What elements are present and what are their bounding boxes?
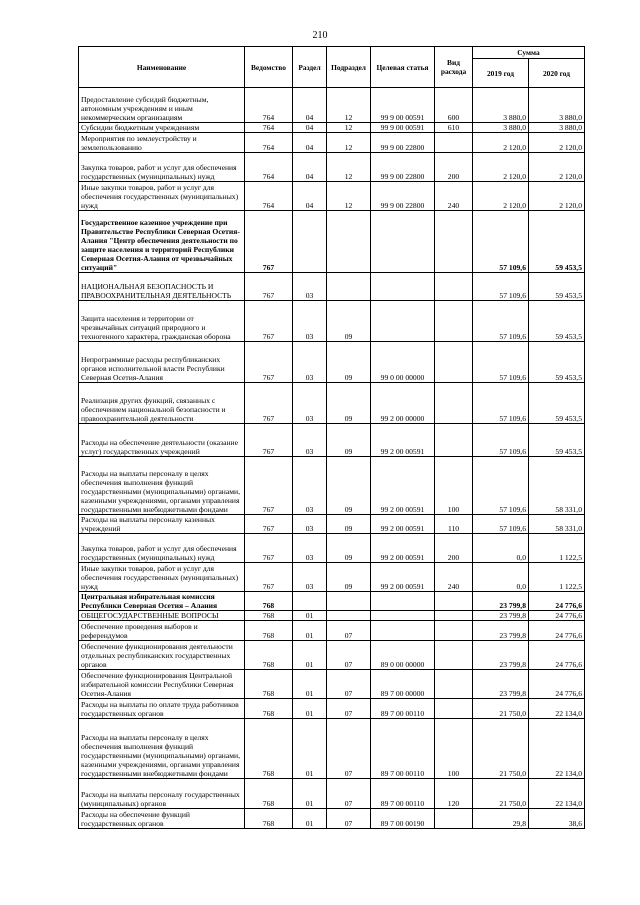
cell-section — [293, 211, 327, 273]
cell-2020: 2 120,0 — [529, 182, 585, 211]
cell-name: Мероприятия по землеустройству и землепользованию — [79, 133, 245, 153]
cell-name: Центральная избирательная комиссия Республики Северная Осетия – Алания — [79, 592, 245, 611]
cell-ministry: 768 — [245, 621, 293, 641]
cell-section: 01 — [293, 670, 327, 699]
cell-2019: 57 109,6 — [473, 273, 529, 301]
cell-subsection — [327, 273, 371, 301]
cell-ministry: 764 — [245, 182, 293, 211]
cell-exp-type: 100 — [435, 719, 473, 779]
cell-2019: 3 880,0 — [473, 88, 529, 123]
header-2020: 2020 год — [529, 59, 585, 88]
cell-exp-type — [435, 611, 473, 621]
cell-subsection: 09 — [327, 457, 371, 515]
table-row — [79, 383, 585, 424]
cell-ministry: 767 — [245, 534, 293, 563]
cell-2019: 57 109,6 — [473, 301, 529, 342]
cell-section: 03 — [293, 457, 327, 515]
cell-target: 99 2 00 00591 — [371, 534, 435, 563]
cell-2019: 23 799,8 — [473, 592, 529, 611]
table-row — [79, 699, 585, 719]
cell-2019: 0,0 — [473, 534, 529, 563]
cell-name: Расходы на выплаты персоналу казенных учреждений — [79, 515, 245, 534]
cell-ministry: 767 — [245, 424, 293, 457]
cell-ministry: 768 — [245, 670, 293, 699]
header-ministry: Ведомство — [245, 47, 293, 88]
cell-subsection: 07 — [327, 809, 371, 829]
cell-2020: 22 134,0 — [529, 719, 585, 779]
cell-2020: 24 776,6 — [529, 592, 585, 611]
header-exp-type: Вид расхода — [435, 47, 473, 88]
cell-subsection — [327, 611, 371, 621]
cell-2020: 3 880,0 — [529, 88, 585, 123]
cell-exp-type — [435, 809, 473, 829]
cell-name: Расходы на выплаты персоналу государственных (муниципальных) органов — [79, 779, 245, 809]
cell-ministry: 767 — [245, 301, 293, 342]
cell-section: 04 — [293, 88, 327, 123]
cell-subsection: 09 — [327, 424, 371, 457]
cell-target: 99 9 00 22800 — [371, 182, 435, 211]
page-number: 210 — [312, 30, 328, 41]
cell-section: 03 — [293, 424, 327, 457]
cell-subsection: 09 — [327, 301, 371, 342]
header-subsection: Подраздел — [327, 47, 371, 88]
cell-ministry: 767 — [245, 515, 293, 534]
cell-section: 03 — [293, 563, 327, 592]
cell-name: Иные закупки товаров, работ и услуг для обеспечения государственных (муниципальных) нужд — [79, 182, 245, 211]
cell-2020: 59 453,5 — [529, 301, 585, 342]
header-name: Наименование — [79, 47, 245, 88]
cell-section: 01 — [293, 699, 327, 719]
cell-2020: 59 453,5 — [529, 273, 585, 301]
cell-section: 03 — [293, 301, 327, 342]
cell-ministry: 768 — [245, 779, 293, 809]
cell-exp-type — [435, 670, 473, 699]
cell-exp-type — [435, 641, 473, 670]
cell-target: 99 2 00 00000 — [371, 383, 435, 424]
cell-ministry: 768 — [245, 592, 293, 611]
cell-target: 99 2 00 00591 — [371, 424, 435, 457]
cell-section: 04 — [293, 133, 327, 153]
table-row — [79, 621, 585, 641]
cell-2019: 23 799,8 — [473, 621, 529, 641]
cell-target: 89 7 00 00110 — [371, 719, 435, 779]
cell-ministry: 767 — [245, 563, 293, 592]
cell-subsection: 09 — [327, 342, 371, 383]
cell-target — [371, 211, 435, 273]
cell-name: Расходы на обеспечение функций государственных органов — [79, 809, 245, 829]
cell-section: 03 — [293, 383, 327, 424]
cell-subsection: 07 — [327, 670, 371, 699]
table-row — [79, 273, 585, 301]
table-row — [79, 301, 585, 342]
cell-exp-type — [435, 133, 473, 153]
cell-name: Защита населения и территории от чрезвычайных ситуаций природного и техногенного характера, гражданская оборона — [79, 301, 245, 342]
cell-target — [371, 611, 435, 621]
cell-section: 03 — [293, 342, 327, 383]
cell-2020: 1 122,5 — [529, 563, 585, 592]
cell-exp-type — [435, 383, 473, 424]
cell-subsection: 07 — [327, 621, 371, 641]
header-target: Целевая статья — [371, 47, 435, 88]
cell-2019: 21 750,0 — [473, 779, 529, 809]
table-row — [79, 182, 585, 211]
cell-exp-type — [435, 621, 473, 641]
cell-ministry: 764 — [245, 153, 293, 182]
table-row — [79, 153, 585, 182]
cell-target: 99 2 00 00591 — [371, 457, 435, 515]
cell-2019: 21 750,0 — [473, 699, 529, 719]
cell-name: Иные закупки товаров, работ и услуг для обеспечения государственных (муниципальных) нужд — [79, 563, 245, 592]
table-row — [79, 670, 585, 699]
cell-exp-type: 240 — [435, 182, 473, 211]
cell-2020: 58 331,0 — [529, 457, 585, 515]
cell-name: Расходы на выплаты персоналу в целях обеспечения выполнения функций государственными (муниципальными) органами, казенными учреждениями, органами управления государственными внебюджетными фондами — [79, 457, 245, 515]
cell-2020: 24 776,6 — [529, 641, 585, 670]
table-row — [79, 809, 585, 829]
cell-subsection: 09 — [327, 383, 371, 424]
cell-2019: 2 120,0 — [473, 133, 529, 153]
table-row — [79, 534, 585, 563]
cell-ministry: 767 — [245, 342, 293, 383]
cell-2020: 22 134,0 — [529, 779, 585, 809]
cell-subsection: 12 — [327, 182, 371, 211]
cell-name: Обеспечение функционирования Центральной избирательной комиссии Республики Северная Осетия-Алания — [79, 670, 245, 699]
cell-exp-type: 110 — [435, 515, 473, 534]
cell-subsection: 12 — [327, 88, 371, 123]
cell-subsection: 07 — [327, 779, 371, 809]
cell-2020: 59 453,5 — [529, 424, 585, 457]
cell-exp-type: 200 — [435, 153, 473, 182]
cell-2020: 24 776,6 — [529, 611, 585, 621]
cell-section: 01 — [293, 641, 327, 670]
cell-subsection: 12 — [327, 153, 371, 182]
cell-subsection: 07 — [327, 719, 371, 779]
cell-ministry: 764 — [245, 88, 293, 123]
cell-ministry: 767 — [245, 383, 293, 424]
cell-subsection: 09 — [327, 534, 371, 563]
cell-exp-type — [435, 424, 473, 457]
cell-subsection: 09 — [327, 515, 371, 534]
cell-target: 99 2 00 00591 — [371, 563, 435, 592]
table-row — [79, 515, 585, 534]
cell-2019: 21 750,0 — [473, 719, 529, 779]
cell-section: 03 — [293, 273, 327, 301]
cell-exp-type: 610 — [435, 123, 473, 133]
table-row — [79, 779, 585, 809]
cell-2020: 3 880,0 — [529, 123, 585, 133]
header-2019: 2019 год — [473, 59, 529, 88]
cell-2019: 57 109,6 — [473, 383, 529, 424]
cell-target: 99 9 00 22800 — [371, 133, 435, 153]
cell-2020: 59 453,5 — [529, 211, 585, 273]
cell-subsection — [327, 592, 371, 611]
cell-section: 01 — [293, 779, 327, 809]
cell-name: Реализация других функций, связанных с обеспечением национальной безопасности и правоохранительной деятельности — [79, 383, 245, 424]
cell-exp-type — [435, 301, 473, 342]
cell-exp-type — [435, 592, 473, 611]
cell-target: 99 0 00 00000 — [371, 342, 435, 383]
cell-target — [371, 301, 435, 342]
cell-name: Непрограммные расходы республиканских органов исполнительной власти Республики Северная Осетия-Алания — [79, 342, 245, 383]
cell-ministry: 768 — [245, 809, 293, 829]
table-row — [79, 424, 585, 457]
cell-2020: 2 120,0 — [529, 153, 585, 182]
table-row — [79, 592, 585, 611]
cell-name: Государственное казенное учреждение при Правительстве Республики Северная Осетия-Алания "Центр обеспечения деятельности по защите населения и территорий Республики Северная Осетия-Алания от чрезвычайных ситуаций" — [79, 211, 245, 273]
cell-section: 01 — [293, 611, 327, 621]
cell-2019: 57 109,6 — [473, 515, 529, 534]
cell-2019: 57 109,6 — [473, 342, 529, 383]
cell-name: Расходы на обеспечение деятельности (оказание услуг) государственных учреждений — [79, 424, 245, 457]
cell-ministry: 764 — [245, 133, 293, 153]
cell-ministry: 767 — [245, 273, 293, 301]
cell-exp-type — [435, 273, 473, 301]
cell-2020: 59 453,5 — [529, 342, 585, 383]
cell-section: 04 — [293, 182, 327, 211]
cell-target: 99 9 00 22800 — [371, 153, 435, 182]
cell-2020: 24 776,6 — [529, 670, 585, 699]
cell-name: Закупка товаров, работ и услуг для обеспечения государственных (муниципальных) нужд — [79, 153, 245, 182]
cell-section: 04 — [293, 123, 327, 133]
cell-name: Расходы на выплаты персоналу в целях обеспечения выполнения функций государственными (муниципальными) органами, казенными учреждениями, органами управления государственными внебюджетными фондами — [79, 719, 245, 779]
cell-ministry: 764 — [245, 123, 293, 133]
cell-section: 04 — [293, 153, 327, 182]
cell-2019: 23 799,8 — [473, 611, 529, 621]
cell-exp-type: 240 — [435, 563, 473, 592]
table-row — [79, 457, 585, 515]
cell-2019: 57 109,6 — [473, 457, 529, 515]
budget-table — [78, 46, 585, 829]
cell-ministry: 768 — [245, 611, 293, 621]
cell-exp-type — [435, 699, 473, 719]
table-row — [79, 123, 585, 133]
cell-2019: 0,0 — [473, 563, 529, 592]
cell-name: Предоставление субсидий бюджетным, автономным учреждениям и иным некоммерческим организациям — [79, 88, 245, 123]
cell-target: 89 7 00 00110 — [371, 779, 435, 809]
cell-name: НАЦИОНАЛЬНАЯ БЕЗОПАСНОСТЬ И ПРАВООХРАНИТЕЛЬНАЯ ДЕЯТЕЛЬНОСТЬ — [79, 273, 245, 301]
cell-2019: 2 120,0 — [473, 153, 529, 182]
cell-section: 01 — [293, 809, 327, 829]
cell-2020: 2 120,0 — [529, 133, 585, 153]
table-row — [79, 211, 585, 273]
table-row — [79, 719, 585, 779]
cell-exp-type: 600 — [435, 88, 473, 123]
cell-target: 99 9 00 00591 — [371, 88, 435, 123]
cell-exp-type: 200 — [435, 534, 473, 563]
cell-ministry: 768 — [245, 719, 293, 779]
cell-2019: 57 109,6 — [473, 424, 529, 457]
cell-target: 99 9 00 00591 — [371, 123, 435, 133]
cell-exp-type: 100 — [435, 457, 473, 515]
cell-subsection: 12 — [327, 133, 371, 153]
cell-2020: 24 776,6 — [529, 621, 585, 641]
table-row — [79, 641, 585, 670]
cell-2019: 2 120,0 — [473, 182, 529, 211]
cell-name: Субсидии бюджетным учреждениям — [79, 123, 245, 133]
cell-target — [371, 273, 435, 301]
cell-2019: 57 109,6 — [473, 211, 529, 273]
cell-name: Обеспечение функционирования деятельности отдельных республиканских государственных органов — [79, 641, 245, 670]
cell-2019: 23 799,8 — [473, 670, 529, 699]
cell-exp-type — [435, 211, 473, 273]
cell-target — [371, 592, 435, 611]
cell-target: 89 7 00 00000 — [371, 670, 435, 699]
cell-2019: 3 880,0 — [473, 123, 529, 133]
cell-ministry: 768 — [245, 641, 293, 670]
cell-subsection — [327, 211, 371, 273]
cell-target — [371, 621, 435, 641]
header-section: Раздел — [293, 47, 327, 88]
cell-2019: 29,8 — [473, 809, 529, 829]
table-row — [79, 611, 585, 621]
cell-subsection: 12 — [327, 123, 371, 133]
cell-section: 03 — [293, 534, 327, 563]
cell-name: ОБЩЕГОСУДАРСТВЕННЫЕ ВОПРОСЫ — [79, 611, 245, 621]
cell-target: 89 7 00 00190 — [371, 809, 435, 829]
cell-2020: 59 453,5 — [529, 383, 585, 424]
header-sum: Сумма — [473, 47, 585, 59]
cell-2020: 38,6 — [529, 809, 585, 829]
cell-target: 99 2 00 00591 — [371, 515, 435, 534]
cell-name: Расходы на выплаты по оплате труда работников государственных органов — [79, 699, 245, 719]
cell-section: 03 — [293, 515, 327, 534]
cell-name: Обеспечение проведения выборов и референдумов — [79, 621, 245, 641]
table-row — [79, 133, 585, 153]
cell-target: 89 7 00 00110 — [371, 699, 435, 719]
cell-exp-type: 120 — [435, 779, 473, 809]
cell-name: Закупка товаров, работ и услуг для обеспечения государственных (муниципальных) нужд — [79, 534, 245, 563]
cell-target: 89 0 00 00000 — [371, 641, 435, 670]
cell-section: 01 — [293, 621, 327, 641]
cell-exp-type — [435, 342, 473, 383]
cell-subsection: 07 — [327, 641, 371, 670]
cell-2020: 1 122,5 — [529, 534, 585, 563]
cell-2019: 23 799,8 — [473, 641, 529, 670]
table-row — [79, 563, 585, 592]
cell-2020: 22 134,0 — [529, 699, 585, 719]
cell-subsection: 09 — [327, 563, 371, 592]
cell-subsection: 07 — [327, 699, 371, 719]
cell-2020: 58 331,0 — [529, 515, 585, 534]
cell-ministry: 767 — [245, 211, 293, 273]
cell-ministry: 767 — [245, 457, 293, 515]
cell-ministry: 768 — [245, 699, 293, 719]
table-row — [79, 88, 585, 123]
cell-section: 01 — [293, 719, 327, 779]
table-row — [79, 342, 585, 383]
cell-section — [293, 592, 327, 611]
